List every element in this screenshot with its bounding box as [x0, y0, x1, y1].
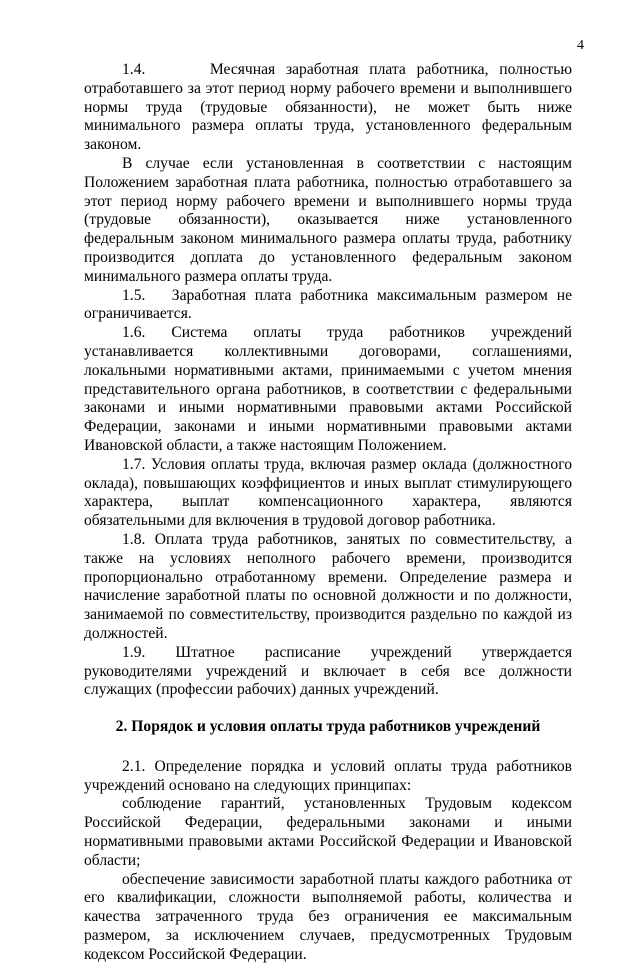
- paragraph-2-1-principle-1: соблюдение гарантий, установленных Трудовым кодексом Российской Федерации, федеральными законами и иными нормативными правовыми актами Российской Федерации и Ивановской области;: [84, 795, 572, 869]
- paragraph-2-1-principle-2: обеспечение зависимости заработной платы каждого работника от его квалификации, сложности выполняемой работы, количества и качества затраченного труда без ограничения ее максимальным размером, за исключением случаев, предусмотренных Трудовым кодексом Российской Федерации.: [84, 870, 572, 963]
- paragraph-1-4: 1.4. Месячная заработная плата работника, полностью отработавшего за этот период норму рабочего времени и выполнившего нормы труда (трудовые обязанности), не может быть ниже минимального размера оплаты труда, установленного федеральным законом.: [84, 61, 572, 154]
- paragraph-1-7: 1.7. Условия оплаты труда, включая размер оклада (должностного оклада), повышающих коэффициентов и иных выплат стимулирующего характера, выплат компенсационного характера, являются обязательными для включения в трудовой договор работника.: [84, 455, 572, 530]
- section-2-heading: 2. Порядок и условия оплаты труда работников учреждений: [115, 718, 541, 736]
- document-body: [84, 61, 572, 965]
- paragraph-2-1: 2.1. Определение порядка и условий оплаты труда работников учреждений основано на следующих принципах:: [84, 757, 572, 794]
- paragraph-1-5: 1.5. Заработная плата работника максимальным размером не ограничивается.: [84, 286, 572, 323]
- page-number: 4: [577, 38, 584, 53]
- paragraph-1-9: 1.9. Штатное расписание учреждений утверждается руководителями учреждений и включает в себя все должности служащих (профессии рабочих) данных учреждений.: [84, 643, 572, 699]
- paragraph-1-8: 1.8. Оплата труда работников, занятых по совместительству, а также на условиях неполного рабочего времени, производится пропорционально отработанному времени. Определение размера и начисление заработной платы по основной должности и по должности, занимаемой по совместительству, производится раздельно по каждой из должностей.: [84, 530, 572, 642]
- paragraph-1-6: 1.6. Система оплаты труда работников учреждений устанавливается коллективными договорами, соглашениями, локальными нормативными актами, принимаемыми с учетом мнения представительного органа работников, в соответствии с федеральными законами и иными нормативными правовыми актами Российской Федерации, законами и иными нормативными правовыми актами Ивановской области, а также настоящим Положением.: [84, 324, 572, 454]
- paragraph-1-4-continuation: В случае если установленная в соответствии с настоящим Положением заработная плата работника, полностью отработавшего за этот период норму рабочего времени и выполнившего нормы труда (трудовые обязанности), оказывается ниже установленного федеральным законом минимального размера оплаты труда, работнику производится доплата до установленного федеральным законом минимального размера оплаты труда.: [84, 154, 572, 285]
